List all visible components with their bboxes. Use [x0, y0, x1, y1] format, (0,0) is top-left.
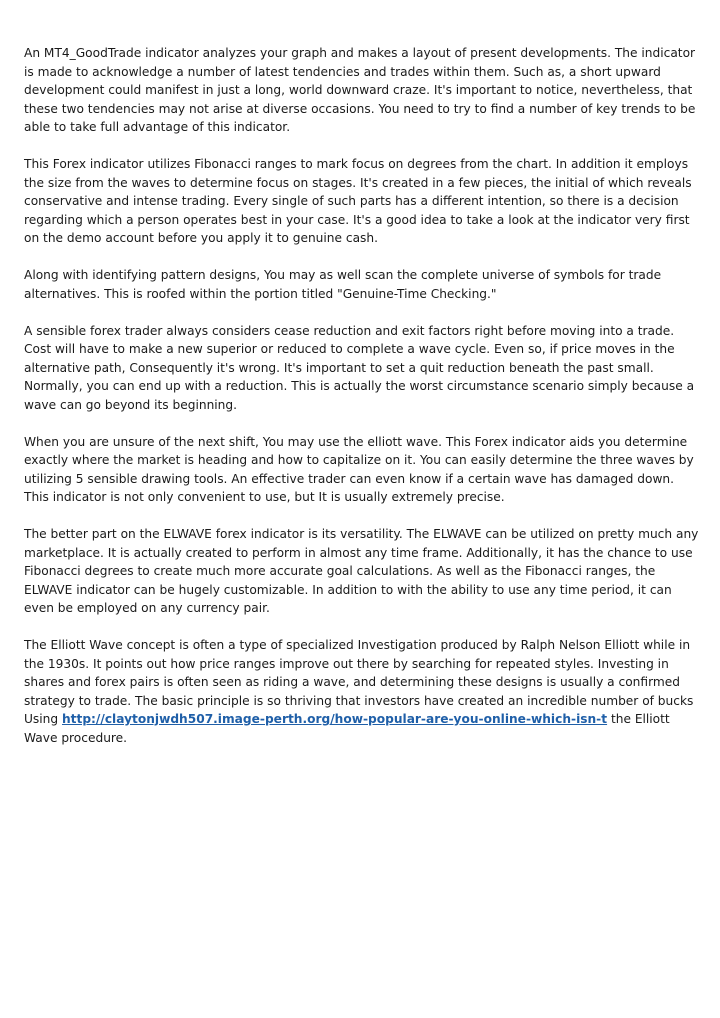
- paragraph-3: Along with identifying pattern designs, You may as well scan the complete universe of symbols for trade alternatives. This is roofed within the portion titled "Genuine-Time Checking.": [24, 268, 662, 301]
- paragraph-1: An MT4_GoodTrade indicator analyzes your graph and makes a layout of present developments. The indicator is made to acknowledge a number of latest tendencies and trades within them. Such as, a short upward development could manifest in just a long, world downward craze. It's important to notice, nevertheless, that these two tendencies may not arise at diverse occasions. You need to try to find a number of key trends to be able to take full advantage of this indicator.: [24, 46, 696, 134]
- article-body: [24, 44, 700, 766]
- article-link[interactable]: http://claytonjwdh507.image-perth.org/how-popular-are-you-online-which-isn-t: [62, 712, 608, 726]
- paragraph-6: The better part on the ELWAVE forex indicator is its versatility. The ELWAVE can be utilized on pretty much any marketplace. It is actually created to perform in almost any time frame. Additionally, it has the chance to use Fibonacci degrees to create much more accurate goal calculations. As well as the Fibonacci ranges, the ELWAVE indicator can be hugely customizable. In addition to with the ability to use any time period, it can even be employed on any currency pair.: [24, 527, 699, 615]
- paragraph-7-text-before-link: The Elliott Wave concept is often a type of specialized Investigation produced by Ralph Nelson Elliott while in the 1930s. It points out how price ranges improve out there by searching for repeated styles. Investing in shares and forex pairs is often seen as riding a wave, and determining these designs is usually a confirmed strategy to trade. The basic principle is so thriving that investors have created an incredible number of bucks Using: [24, 638, 694, 726]
- paragraph-7: [24, 636, 700, 747]
- paragraph-5: When you are unsure of the next shift, You may use the elliott wave. This Forex indicator aids you determine exactly where the market is heading and how to capitalize on it. You can easily determine the three waves by utilizing 5 sensible drawing tools. An effective trader can even know if a certain wave has damaged down. This indicator is not only convenient to use, but It is usually extremely precise.: [24, 434, 694, 504]
- paragraph-7-text-after-link: the Elliott Wave procedure.: [24, 712, 670, 745]
- paragraph-4: A sensible forex trader always considers cease reduction and exit factors right before moving into a trade. Cost will have to make a new superior or reduced to complete a wave cycle. Even so, if price moves in the alternative path, Consequently it's wrong. It's important to set a quit reduction beneath the past small. Normally, you can end up with a reduction. This is actually the worst circumstance scenario simply because a wave can go beyond its beginning.: [24, 323, 695, 412]
- paragraph-2: This Forex indicator utilizes Fibonacci ranges to mark focus on degrees from the chart. In addition it employs the size from the waves to determine focus on stages. It's created in a few pieces, the initial of which reveals conservative and intense trading. Every single of such parts has a different intention, so there is a decision regarding which a person operates best in your case. It's a good idea to take a look at the indicator very first on the demo account before you apply it to genuine cash.: [24, 157, 692, 245]
